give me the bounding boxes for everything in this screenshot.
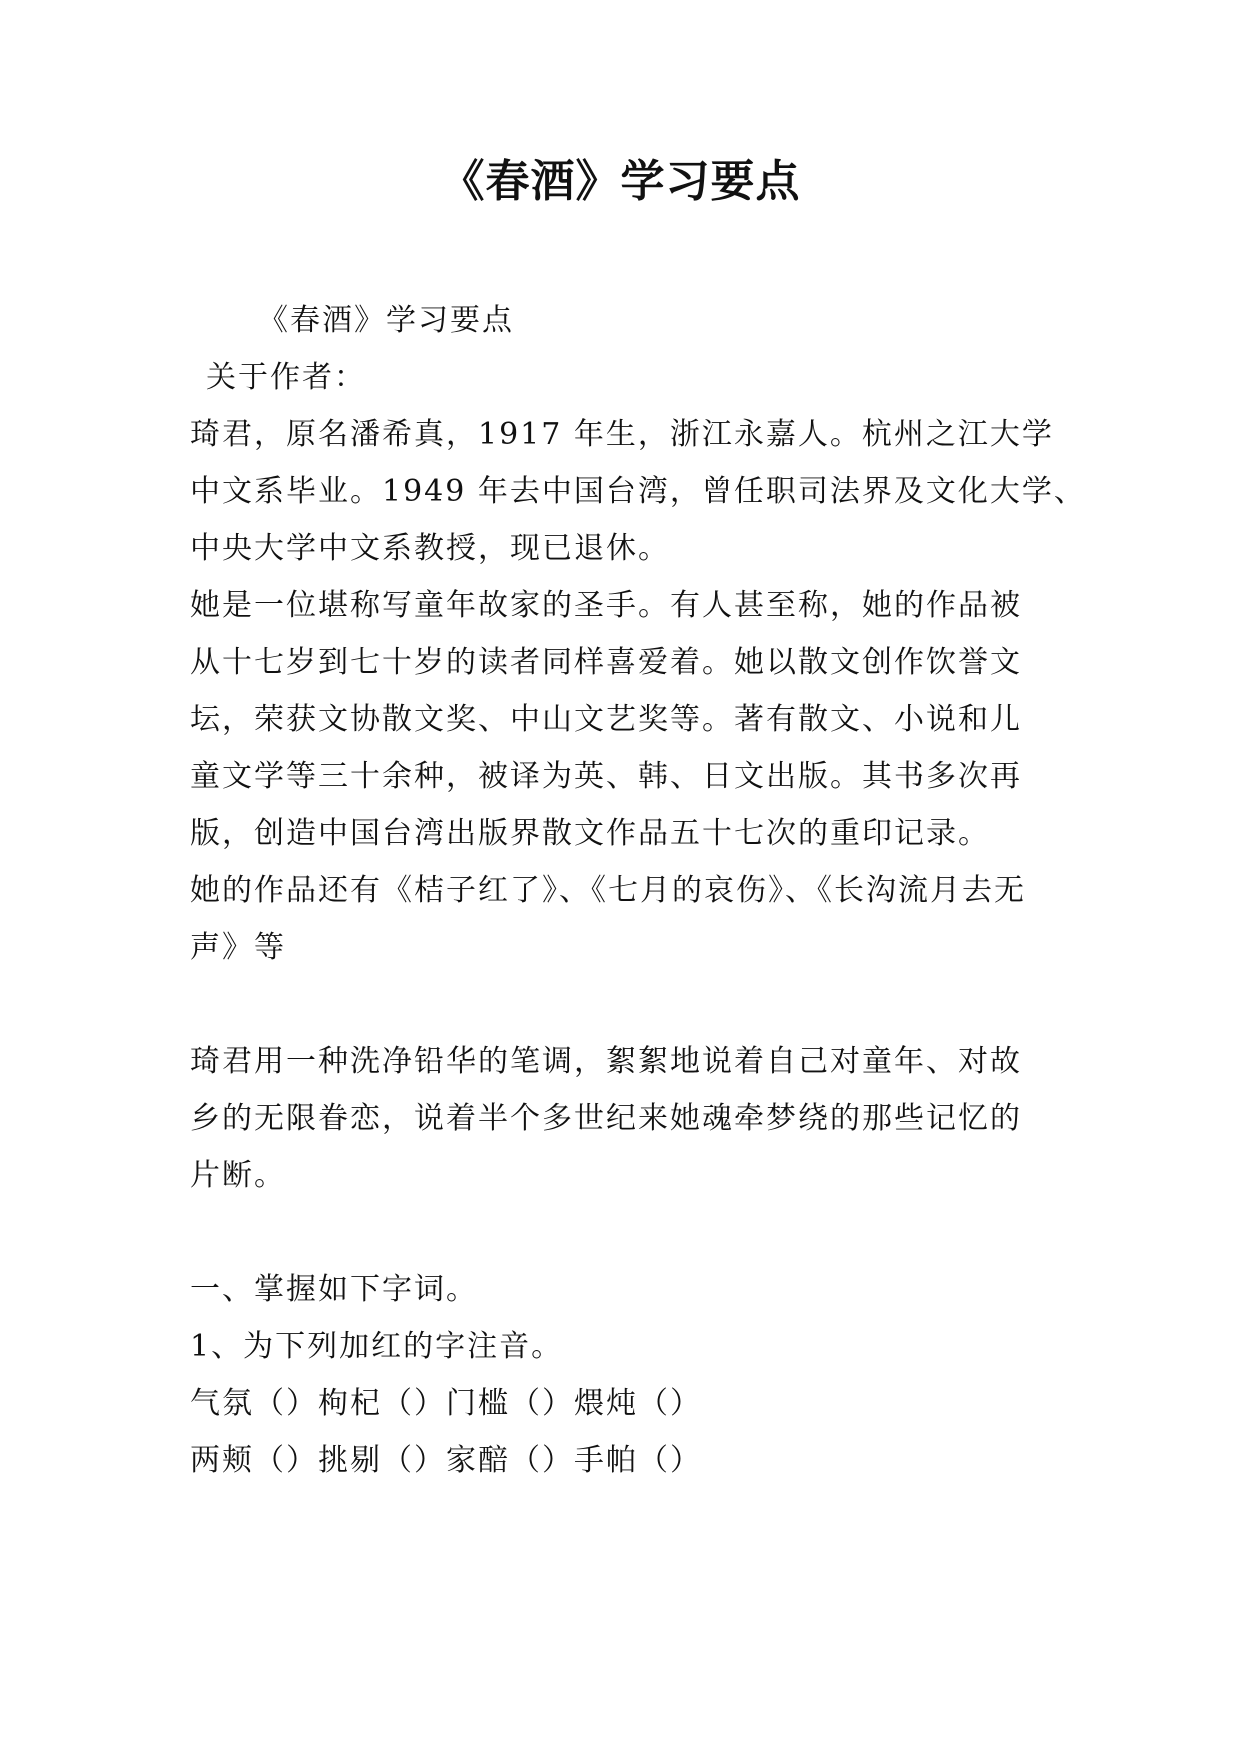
paragraph-line: 琦君用一种洗净铅华的笔调，絮絮地说着自己对童年、对故: [190, 1044, 1022, 1079]
document-title: 《春酒》学习要点: [440, 156, 801, 207]
words-row: 两颊（）挑剔（）家醅（）手帕（）: [190, 1443, 702, 1478]
section-heading: 一、掌握如下字词。: [190, 1272, 478, 1307]
paragraph-line: 中文系毕业。1949 年去中国台湾，曾任职司法界及文化大学、: [190, 474, 1086, 509]
paragraph-line: 片断。: [190, 1158, 286, 1193]
paragraph-line: 版，创造中国台湾出版界散文作品五十七次的重印记录。: [190, 816, 990, 851]
style-paragraph: [190, 1033, 1058, 1204]
task-instruction: 1、为下列加红的字注音。: [190, 1329, 564, 1364]
paragraph-line: 琦君，原名潘希真，1917 年生，浙江永嘉人。杭州之江大学: [190, 417, 1054, 452]
words-row: 气氛（）枸杞（）门槛（）煨炖（）: [190, 1386, 702, 1421]
blank-line: [190, 1204, 1058, 1261]
paragraph-line: 坛，荣获文协散文奖、中山文艺奖等。著有散文、小说和儿: [190, 702, 1022, 737]
paragraph-line: 从十七岁到七十岁的读者同样喜爱着。她以散文创作饮誉文: [190, 645, 1022, 680]
about-author-heading: 关于作者：: [206, 360, 366, 395]
document-body: [190, 292, 1086, 1489]
blank-line: [190, 976, 1058, 1033]
author-intro-paragraph: [190, 406, 1086, 577]
subtitle: 《春酒》学习要点: [258, 303, 514, 338]
paragraph-line: 她是一位堪称写童年故家的圣手。有人甚至称，她的作品被: [190, 588, 1022, 623]
author-praise-paragraph: [190, 577, 1058, 862]
author-works-paragraph: [190, 862, 1058, 976]
paragraph-line: 童文学等三十余种，被译为英、韩、日文出版。其书多次再: [190, 759, 1022, 794]
paragraph-line: 声》等: [190, 930, 286, 965]
paragraph-line: 她的作品还有《桔子红了》、《七月的哀伤》、《长沟流月去无: [190, 873, 1026, 908]
paragraph-line: 乡的无限眷恋，说着半个多世纪来她魂牵梦绕的那些记忆的: [190, 1101, 1022, 1136]
paragraph-line: 中央大学中文系教授，现已退休。: [190, 531, 670, 566]
